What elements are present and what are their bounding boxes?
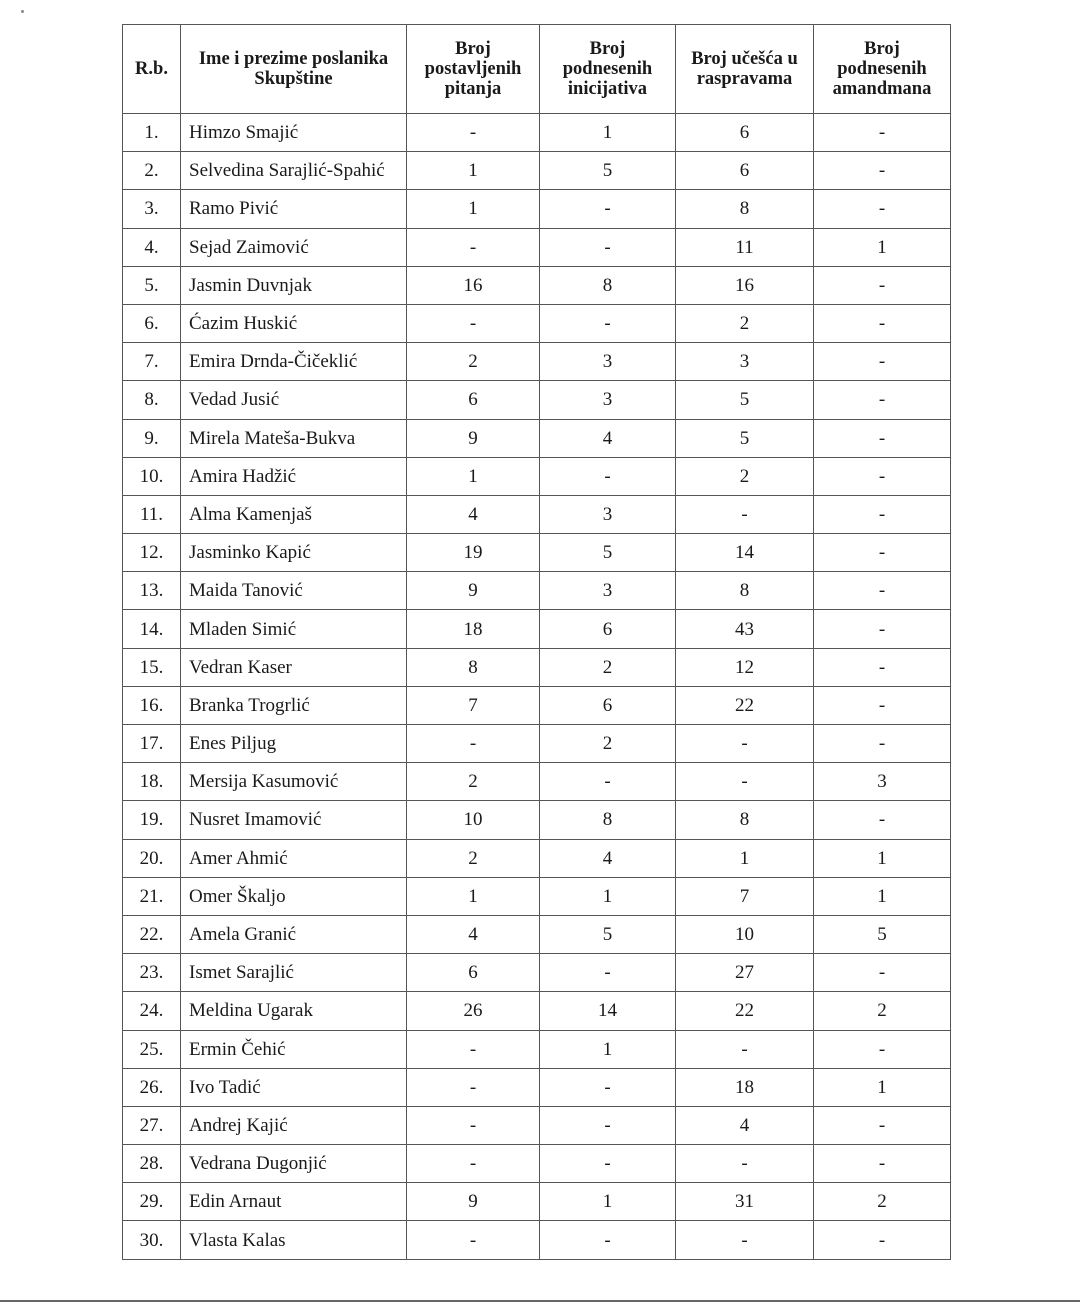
cell-amendments: -	[814, 495, 951, 533]
cell-debates: 14	[676, 534, 814, 572]
cell-questions: 1	[407, 190, 540, 228]
cell-questions: 1	[407, 152, 540, 190]
cell-debates: 8	[676, 801, 814, 839]
cell-initiatives: -	[540, 304, 676, 342]
cell-questions: -	[407, 114, 540, 152]
cell-initiatives: 4	[540, 419, 676, 457]
table-row	[123, 801, 951, 839]
table-row	[123, 152, 951, 190]
cell-amendments: -	[814, 610, 951, 648]
cell-rb: 5.	[123, 266, 181, 304]
table-row	[123, 304, 951, 342]
cell-debates: 11	[676, 228, 814, 266]
cell-initiatives: 3	[540, 343, 676, 381]
cell-amendments: -	[814, 152, 951, 190]
cell-debates: 10	[676, 915, 814, 953]
table-row	[123, 419, 951, 457]
cell-name: Selvedina Sarajlić-Spahić	[181, 152, 407, 190]
cell-questions: 9	[407, 1183, 540, 1221]
cell-questions: -	[407, 1106, 540, 1144]
mp-activity-table	[122, 24, 951, 1260]
cell-amendments: -	[814, 457, 951, 495]
header-name-line1: Ime i prezime poslanika	[198, 49, 389, 69]
cell-initiatives: 6	[540, 610, 676, 648]
cell-amendments: -	[814, 1030, 951, 1068]
cell-name: Branka Trogrlić	[181, 686, 407, 724]
cell-amendments: -	[814, 572, 951, 610]
cell-debates: 4	[676, 1106, 814, 1144]
cell-amendments: -	[814, 343, 951, 381]
cell-name: Vedad Jusić	[181, 381, 407, 419]
cell-name: Vedrana Dugonjić	[181, 1145, 407, 1183]
cell-rb: 25.	[123, 1030, 181, 1068]
cell-rb: 10.	[123, 457, 181, 495]
cell-rb: 11.	[123, 495, 181, 533]
cell-amendments: 2	[814, 1183, 951, 1221]
cell-initiatives: -	[540, 954, 676, 992]
table-row	[123, 1030, 951, 1068]
cell-debates: 6	[676, 114, 814, 152]
cell-name: Ćazim Huskić	[181, 304, 407, 342]
table-body	[123, 114, 951, 1260]
cell-amendments: -	[814, 304, 951, 342]
cell-debates: 5	[676, 419, 814, 457]
cell-initiatives: -	[540, 1068, 676, 1106]
cell-initiatives: -	[540, 190, 676, 228]
header-name	[181, 25, 407, 114]
cell-questions: -	[407, 228, 540, 266]
cell-initiatives: 3	[540, 572, 676, 610]
cell-amendments: -	[814, 725, 951, 763]
cell-name: Jasminko Kapić	[181, 534, 407, 572]
cell-initiatives: -	[540, 763, 676, 801]
table-row	[123, 534, 951, 572]
cell-initiatives: 5	[540, 915, 676, 953]
cell-rb: 6.	[123, 304, 181, 342]
cell-debates: 31	[676, 1183, 814, 1221]
cell-debates: -	[676, 725, 814, 763]
header-debates: Broj učešća u raspravama	[676, 25, 814, 114]
cell-amendments: -	[814, 190, 951, 228]
cell-name: Alma Kamenjaš	[181, 495, 407, 533]
table-row	[123, 457, 951, 495]
cell-rb: 27.	[123, 1106, 181, 1144]
header-name-line2: Skupštine	[254, 69, 333, 89]
cell-questions: 7	[407, 686, 540, 724]
cell-rb: 20.	[123, 839, 181, 877]
cell-initiatives: -	[540, 228, 676, 266]
cell-debates: 43	[676, 610, 814, 648]
cell-debates: 22	[676, 992, 814, 1030]
table-row	[123, 839, 951, 877]
table-row	[123, 343, 951, 381]
table-row	[123, 954, 951, 992]
cell-debates: -	[676, 495, 814, 533]
cell-questions: 26	[407, 992, 540, 1030]
table-row	[123, 1068, 951, 1106]
cell-amendments: 1	[814, 228, 951, 266]
cell-amendments: -	[814, 1106, 951, 1144]
cell-rb: 12.	[123, 534, 181, 572]
table-header	[123, 25, 951, 114]
cell-debates: 2	[676, 304, 814, 342]
cell-debates: 16	[676, 266, 814, 304]
header-amendments: Broj podnesenih amandmana	[814, 25, 951, 114]
table-row	[123, 572, 951, 610]
cell-debates: -	[676, 1030, 814, 1068]
cell-rb: 7.	[123, 343, 181, 381]
cell-initiatives: 5	[540, 534, 676, 572]
cell-initiatives: 4	[540, 839, 676, 877]
cell-name: Vedran Kaser	[181, 648, 407, 686]
table-row	[123, 610, 951, 648]
cell-questions: 4	[407, 495, 540, 533]
cell-rb: 1.	[123, 114, 181, 152]
cell-debates: 18	[676, 1068, 814, 1106]
table-row	[123, 1183, 951, 1221]
cell-initiatives: 14	[540, 992, 676, 1030]
cell-rb: 22.	[123, 915, 181, 953]
cell-questions: 1	[407, 877, 540, 915]
table-row	[123, 495, 951, 533]
cell-questions: 2	[407, 343, 540, 381]
cell-initiatives: -	[540, 1221, 676, 1259]
cell-name: Mirela Mateša-Bukva	[181, 419, 407, 457]
cell-questions: 2	[407, 763, 540, 801]
cell-debates: 12	[676, 648, 814, 686]
cell-rb: 9.	[123, 419, 181, 457]
cell-amendments: -	[814, 114, 951, 152]
cell-rb: 2.	[123, 152, 181, 190]
cell-rb: 16.	[123, 686, 181, 724]
cell-rb: 14.	[123, 610, 181, 648]
cell-initiatives: 8	[540, 266, 676, 304]
cell-questions: -	[407, 1221, 540, 1259]
cell-rb: 13.	[123, 572, 181, 610]
table-row	[123, 915, 951, 953]
cell-questions: 2	[407, 839, 540, 877]
cell-amendments: 5	[814, 915, 951, 953]
header-initiatives: Broj podnesenih inicijativa	[540, 25, 676, 114]
cell-debates: 22	[676, 686, 814, 724]
cell-rb: 26.	[123, 1068, 181, 1106]
table-row	[123, 228, 951, 266]
cell-name: Ermin Čehić	[181, 1030, 407, 1068]
cell-rb: 4.	[123, 228, 181, 266]
cell-initiatives: 8	[540, 801, 676, 839]
table-row	[123, 1106, 951, 1144]
cell-name: Omer Škaljo	[181, 877, 407, 915]
cell-initiatives: 3	[540, 381, 676, 419]
table-row	[123, 992, 951, 1030]
cell-rb: 17.	[123, 725, 181, 763]
cell-initiatives: 1	[540, 1030, 676, 1068]
cell-debates: 8	[676, 190, 814, 228]
cell-questions: 9	[407, 419, 540, 457]
cell-debates: 27	[676, 954, 814, 992]
cell-name: Maida Tanović	[181, 572, 407, 610]
cell-initiatives: 2	[540, 648, 676, 686]
cell-amendments: 3	[814, 763, 951, 801]
cell-name: Andrej Kajić	[181, 1106, 407, 1144]
cell-debates: -	[676, 1221, 814, 1259]
cell-rb: 23.	[123, 954, 181, 992]
cell-name: Ivo Tadić	[181, 1068, 407, 1106]
cell-debates: 7	[676, 877, 814, 915]
cell-name: Vlasta Kalas	[181, 1221, 407, 1259]
cell-questions: 9	[407, 572, 540, 610]
cell-rb: 19.	[123, 801, 181, 839]
header-row	[123, 25, 951, 114]
cell-name: Ramo Pivić	[181, 190, 407, 228]
cell-name: Nusret Imamović	[181, 801, 407, 839]
table-row	[123, 1221, 951, 1259]
cell-questions: 6	[407, 954, 540, 992]
cell-initiatives: 6	[540, 686, 676, 724]
table-row	[123, 648, 951, 686]
cell-name: Edin Arnaut	[181, 1183, 407, 1221]
cell-name: Amela Granić	[181, 915, 407, 953]
cell-debates: 5	[676, 381, 814, 419]
cell-questions: -	[407, 1030, 540, 1068]
table-row	[123, 686, 951, 724]
cell-amendments: -	[814, 266, 951, 304]
cell-amendments: -	[814, 1145, 951, 1183]
cell-name: Sejad Zaimović	[181, 228, 407, 266]
table-row	[123, 1145, 951, 1183]
cell-amendments: -	[814, 801, 951, 839]
cell-rb: 21.	[123, 877, 181, 915]
mp-activity-table-wrapper	[122, 24, 950, 1260]
cell-questions: 6	[407, 381, 540, 419]
cell-debates: 1	[676, 839, 814, 877]
cell-rb: 18.	[123, 763, 181, 801]
table-row	[123, 114, 951, 152]
table-row	[123, 763, 951, 801]
cell-questions: 19	[407, 534, 540, 572]
cell-questions: 10	[407, 801, 540, 839]
cell-amendments: -	[814, 648, 951, 686]
cell-rb: 29.	[123, 1183, 181, 1221]
cell-rb: 30.	[123, 1221, 181, 1259]
cell-name: Meldina Ugarak	[181, 992, 407, 1030]
cell-amendments: 1	[814, 877, 951, 915]
cell-initiatives: 1	[540, 114, 676, 152]
cell-name: Mladen Simić	[181, 610, 407, 648]
cell-initiatives: 5	[540, 152, 676, 190]
cell-initiatives: -	[540, 1145, 676, 1183]
cell-rb: 3.	[123, 190, 181, 228]
table-row	[123, 266, 951, 304]
cell-name: Himzo Smajić	[181, 114, 407, 152]
cell-questions: -	[407, 1145, 540, 1183]
cell-amendments: -	[814, 686, 951, 724]
cell-rb: 28.	[123, 1145, 181, 1183]
cell-questions: 8	[407, 648, 540, 686]
table-row	[123, 190, 951, 228]
table-row	[123, 381, 951, 419]
cell-name: Emira Drnda-Čičeklić	[181, 343, 407, 381]
cell-initiatives: 1	[540, 877, 676, 915]
cell-questions: -	[407, 1068, 540, 1106]
cell-rb: 8.	[123, 381, 181, 419]
cell-name: Amira Hadžić	[181, 457, 407, 495]
page-bottom-edge	[0, 1300, 1080, 1302]
cell-amendments: -	[814, 381, 951, 419]
scan-speck	[21, 10, 24, 13]
cell-name: Amer Ahmić	[181, 839, 407, 877]
cell-questions: 16	[407, 266, 540, 304]
cell-initiatives: 2	[540, 725, 676, 763]
cell-questions: 4	[407, 915, 540, 953]
cell-initiatives: 3	[540, 495, 676, 533]
cell-rb: 24.	[123, 992, 181, 1030]
cell-debates: 2	[676, 457, 814, 495]
cell-name: Enes Piljug	[181, 725, 407, 763]
cell-debates: -	[676, 1145, 814, 1183]
cell-initiatives: -	[540, 457, 676, 495]
cell-amendments: -	[814, 534, 951, 572]
cell-debates: 3	[676, 343, 814, 381]
cell-rb: 15.	[123, 648, 181, 686]
cell-name: Ismet Sarajlić	[181, 954, 407, 992]
cell-amendments: -	[814, 419, 951, 457]
cell-amendments: -	[814, 954, 951, 992]
cell-name: Mersija Kasumović	[181, 763, 407, 801]
cell-initiatives: 1	[540, 1183, 676, 1221]
table-row	[123, 877, 951, 915]
cell-amendments: 1	[814, 1068, 951, 1106]
cell-amendments: 1	[814, 839, 951, 877]
header-questions: Broj postavljenih pitanja	[407, 25, 540, 114]
cell-debates: 8	[676, 572, 814, 610]
table-row	[123, 725, 951, 763]
header-rb: R.b.	[123, 25, 181, 114]
cell-questions: -	[407, 304, 540, 342]
cell-questions: 1	[407, 457, 540, 495]
cell-questions: 18	[407, 610, 540, 648]
cell-debates: -	[676, 763, 814, 801]
cell-debates: 6	[676, 152, 814, 190]
cell-amendments: -	[814, 1221, 951, 1259]
cell-initiatives: -	[540, 1106, 676, 1144]
cell-questions: -	[407, 725, 540, 763]
cell-amendments: 2	[814, 992, 951, 1030]
cell-name: Jasmin Duvnjak	[181, 266, 407, 304]
